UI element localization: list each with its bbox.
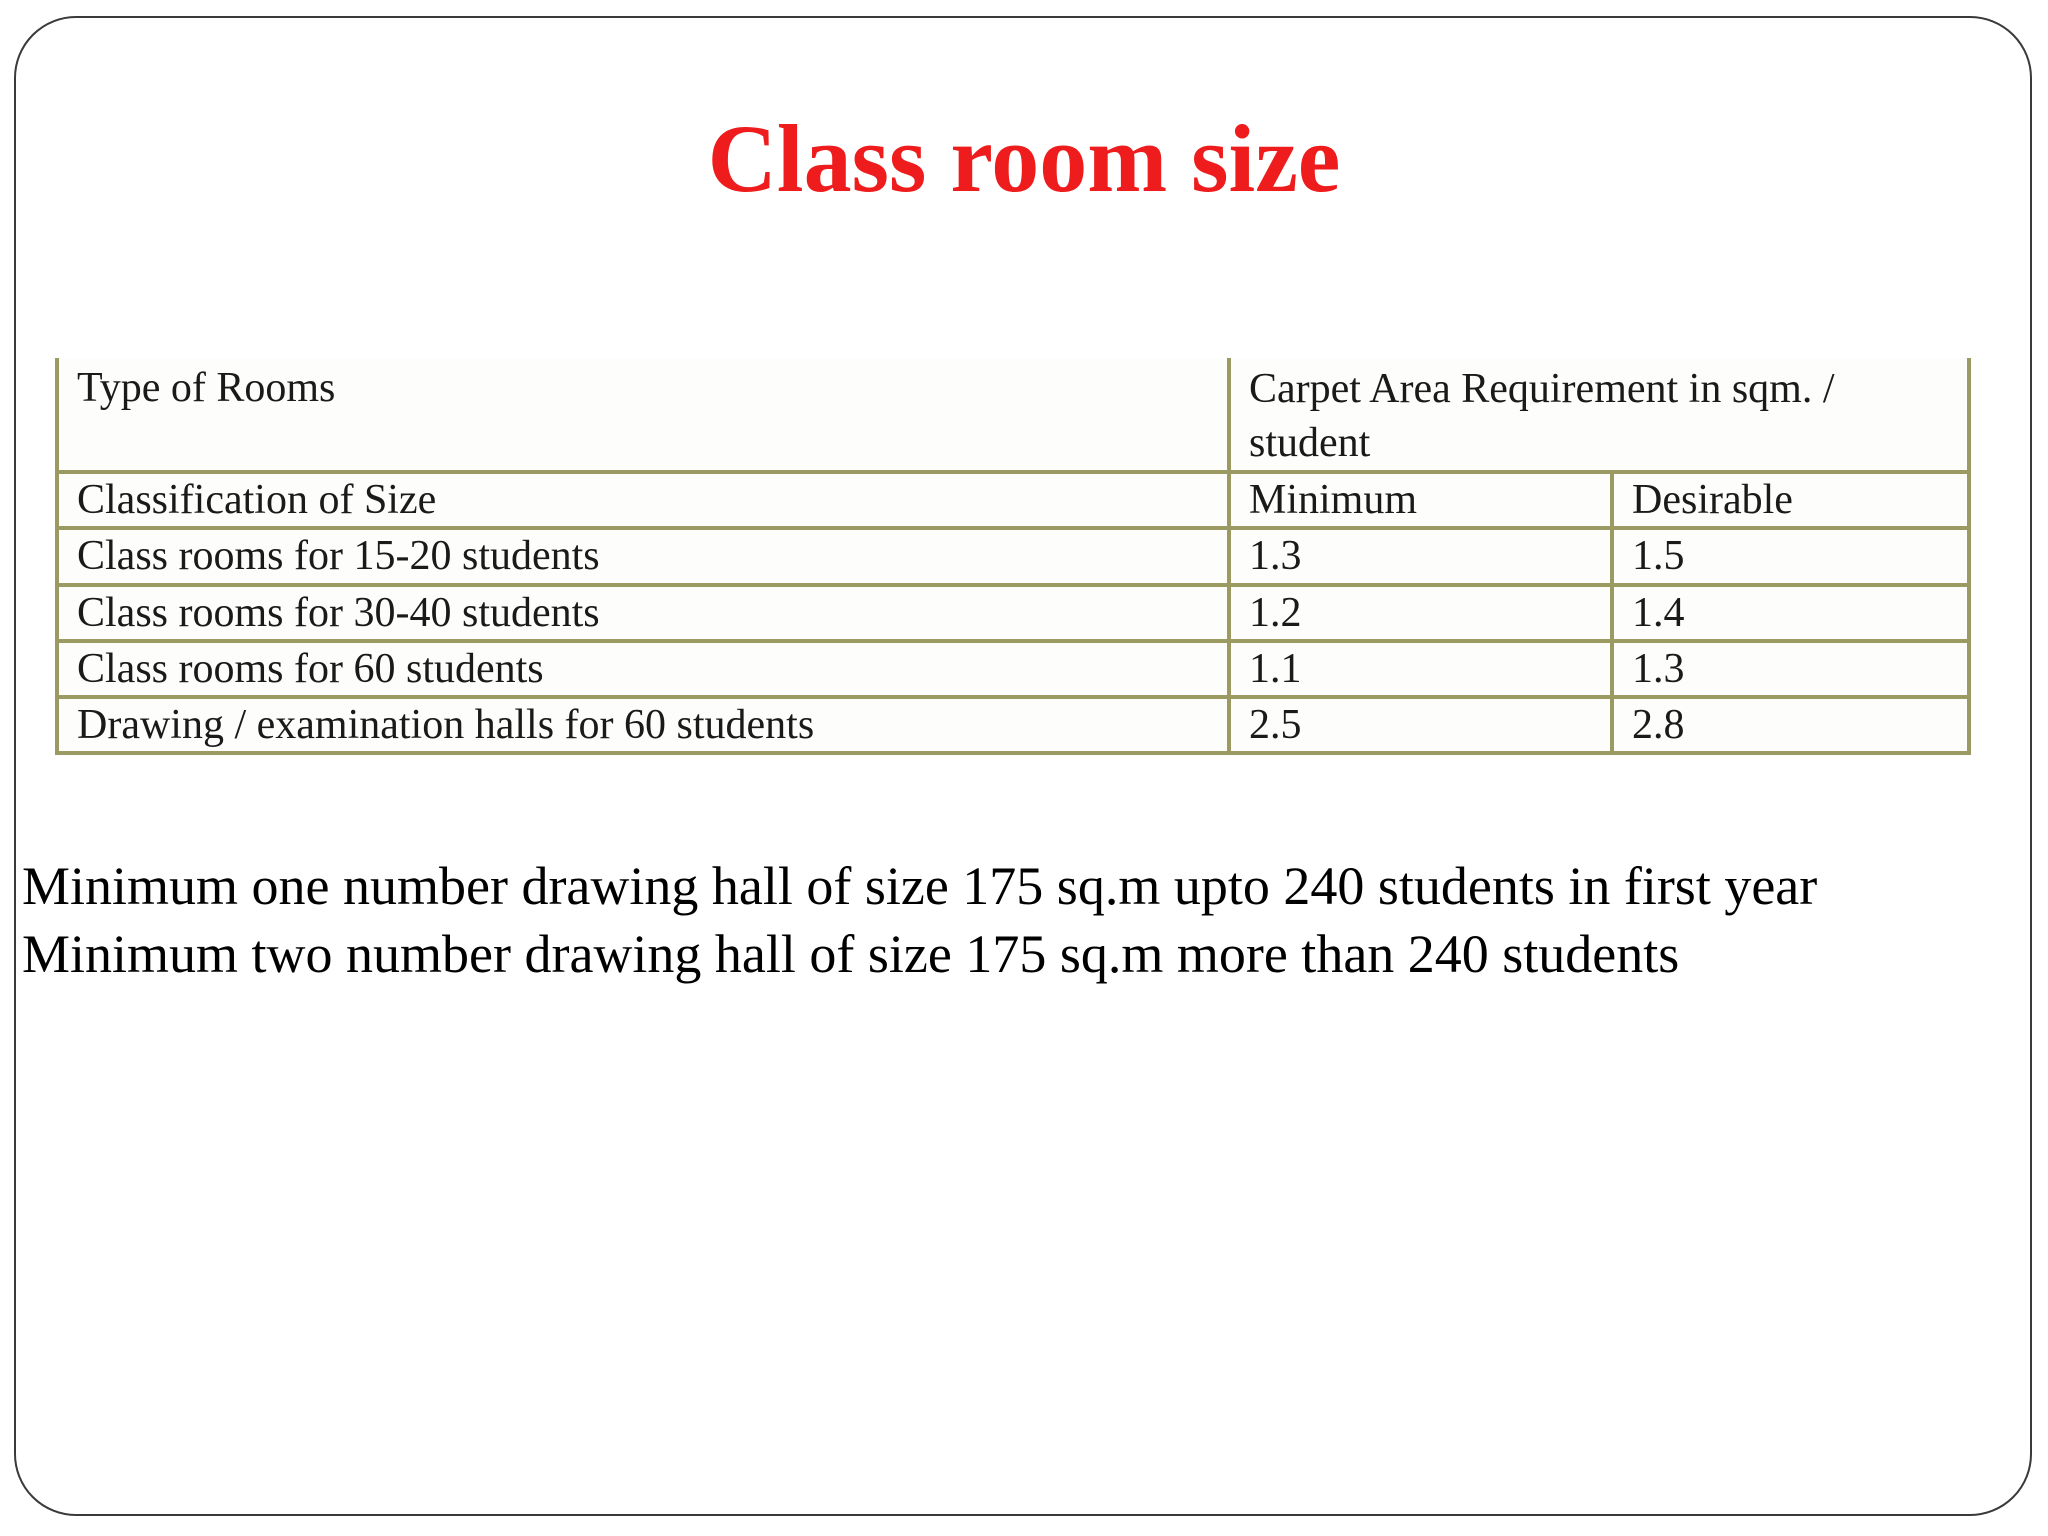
row-desirable-cell: 1.4 [1612,585,1969,641]
row-type-cell: Class rooms for 60 students [57,641,1229,697]
room-size-table-container [55,358,1967,755]
header-type-of-rooms: Type of Rooms [57,358,1229,472]
room-size-table [55,358,1971,755]
slide-frame [14,16,2032,1516]
table-row [57,585,1969,641]
row-minimum-cell: 1.2 [1229,585,1612,641]
row-minimum-cell: 1.3 [1229,528,1612,584]
subheader-minimum: Minimum [1229,472,1612,528]
row-minimum-cell: 1.1 [1229,641,1612,697]
row-type-cell: Drawing / examination halls for 60 students [57,697,1229,753]
notes-block [22,852,2022,988]
row-type-cell: Class rooms for 15-20 students [57,528,1229,584]
subheader-classification: Classification of Size [57,472,1229,528]
row-desirable-cell: 1.5 [1612,528,1969,584]
row-type-cell: Class rooms for 30-40 students [57,585,1229,641]
table-row [57,528,1969,584]
header-carpet-area: Carpet Area Requirement in sqm. / student [1229,358,1969,472]
table-row [57,697,1969,753]
subheader-desirable: Desirable [1612,472,1969,528]
row-minimum-cell: 2.5 [1229,697,1612,753]
row-desirable-cell: 1.3 [1612,641,1969,697]
table-subheader-row [57,472,1969,528]
note-line: Minimum two number drawing hall of size 175 sq.m more than 240 students [22,924,1680,984]
table-row [57,641,1969,697]
note-line: Minimum one number drawing hall of size 175 sq.m upto 240 students in first year [22,856,1818,916]
row-desirable-cell: 2.8 [1612,697,1969,753]
table-header-row [57,358,1969,472]
slide-title: Class room size [707,105,1341,212]
